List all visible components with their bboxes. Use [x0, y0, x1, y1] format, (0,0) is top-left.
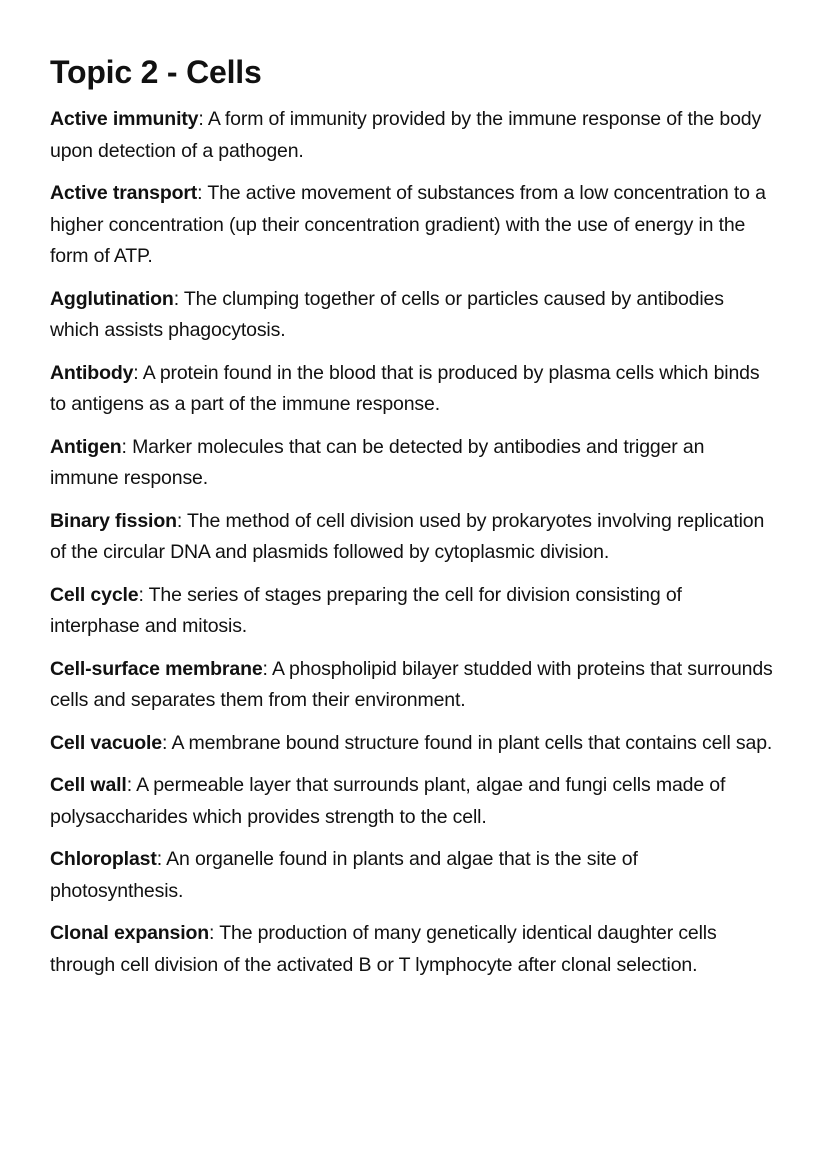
glossary-definition: The series of stages preparing the cell for division consisting of interphase and mitosis.	[50, 583, 682, 637]
glossary-entry: Chloroplast: An organelle found in plants and algae that is the site of photosynthesis.	[50, 848, 638, 902]
glossary-definition: An organelle found in plants and algae that is the site of photosynthesis.	[50, 848, 638, 902]
glossary-term: Cell wall	[50, 774, 127, 796]
glossary-entry: Active transport: The active movement of substances from a low concentration to a higher concentration (up their concentration gradient) with the use of energy in the form of ATP.	[50, 182, 766, 267]
glossary-definition: The active movement of substances from a low concentration to a higher concentration (up their concentration gradient) with the use of energy in the form of ATP.	[50, 182, 766, 267]
glossary-entry: Binary fission: The method of cell division used by prokaryotes involving replication of the circular DNA and plasmids followed by cytoplasmic division.	[50, 509, 765, 563]
glossary-term: Clonal expansion	[50, 922, 210, 944]
glossary-definition: The method of cell division used by prokaryotes involving replication of the circular DNA and plasmids followed by cytoplasmic division.	[50, 509, 765, 563]
glossary-term: Agglutination	[50, 287, 174, 310]
glossary-entry: Clonal expansion: The production of many genetically identical daughter cells through cell division of the activated B or T lymphocyte after clonal selection.	[50, 922, 717, 976]
glossary-entry: Cell cycle: The series of stages preparing the cell for division consisting of interphase and mitosis.	[50, 583, 682, 637]
glossary-entry: Antigen: Marker molecules that can be detected by antibodies and trigger an immune response.	[50, 435, 705, 489]
glossary-definition: A phospholipid bilayer studded with proteins that surrounds cells and separates them from their environment.	[50, 657, 773, 711]
glossary-definition: Marker molecules that can be detected by antibodies and trigger an immune response.	[50, 435, 705, 489]
glossary-definition: The production of many genetically identical daughter cells through cell division of the activated B or T lymphocyte after clonal selection.	[50, 922, 717, 976]
glossary-term: Binary fission	[50, 509, 177, 532]
glossary-term: Chloroplast	[50, 848, 157, 870]
glossary-definition: A protein found in the blood that is produced by plasma cells which binds to antigens as a part of the immune response.	[50, 361, 760, 415]
page-title: Topic 2 - Cells	[50, 54, 262, 90]
glossary-term: Cell vacuole	[50, 731, 163, 754]
glossary-term: Cell cycle	[50, 583, 139, 606]
glossary-list	[50, 104, 776, 981]
glossary-entry: Cell-surface membrane: A phospholipid bilayer studded with proteins that surrounds cells and separates them from their environment.	[50, 657, 773, 711]
glossary-term: Active transport	[50, 182, 198, 204]
glossary-term: Antigen	[50, 435, 122, 458]
glossary-definition: A membrane bound structure found in plant cells that contains cell sap.	[171, 731, 773, 754]
glossary-term: Cell-surface membrane	[50, 657, 263, 680]
glossary-definition: A form of immunity provided by the immune response of the body upon detection of a pathogen.	[50, 108, 762, 162]
glossary-entry: Agglutination: The clumping together of cells or particles caused by antibodies which assists phagocytosis.	[50, 287, 724, 341]
glossary-entry: Active immunity: A form of immunity provided by the immune response of the body upon detection of a pathogen.	[50, 108, 762, 162]
glossary-definition: The clumping together of cells or particles caused by antibodies which assists phagocytosis.	[50, 287, 724, 341]
glossary-definition: A permeable layer that surrounds plant, algae and fungi cells made of polysaccharides which provides strength to the cell.	[50, 774, 726, 828]
glossary-entry: Antibody: A protein found in the blood that is produced by plasma cells which binds to antigens as a part of the immune response.	[50, 361, 760, 415]
glossary-term: Active immunity	[50, 108, 199, 130]
glossary-entry: Cell vacuole: A membrane bound structure found in plant cells that contains cell sap.	[50, 731, 773, 754]
glossary-entry: Cell wall: A permeable layer that surrounds plant, algae and fungi cells made of polysaccharides which provides strength to the cell.	[50, 774, 726, 828]
glossary-term: Antibody	[50, 361, 134, 384]
